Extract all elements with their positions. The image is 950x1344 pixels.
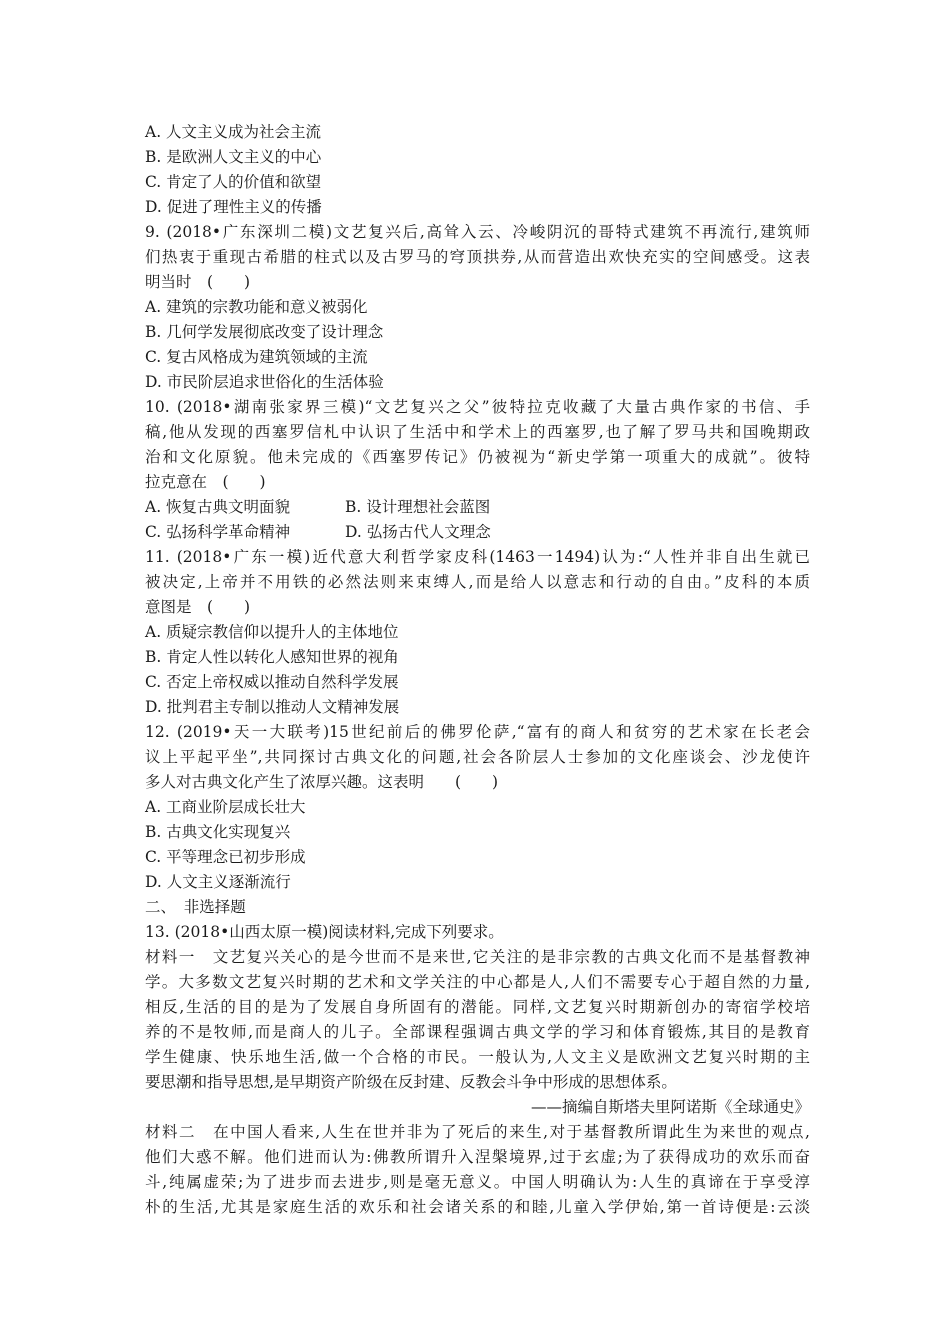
q12-option-d: D. 人文主义逐渐流行 [145, 873, 291, 891]
material-1-line-5: 学生健康、快乐地生活,做一个合格的市民。一般认为,人文主义是欧洲文艺复兴时期的主 [145, 1048, 810, 1066]
q10-stem-line-4: 拉克意在 ( ) [145, 473, 266, 491]
q13-material-2 [145, 1120, 810, 1220]
q11-option-b: B. 肯定人性以转化人感知世界的视角 [145, 648, 399, 666]
q10-options-row-1 [145, 495, 810, 520]
section-2-heading: 二、 非选择题 [145, 898, 246, 916]
question-10 [145, 395, 810, 545]
material-1-line-2: 学。大多数文艺复兴时期的艺术和文学关注的中心都是人,人们不需要专心于超自然的力量, [145, 973, 810, 991]
q8-option-b: B. 是欧洲人文主义的中心 [145, 148, 322, 166]
q9-option-b: B. 几何学发展彻底改变了设计理念 [145, 323, 384, 341]
q10-option-a: A. 恢复古典文明面貌 [145, 498, 291, 516]
page-content [145, 120, 810, 1220]
q9-option-a: A. 建筑的宗教功能和意义被弱化 [145, 298, 368, 316]
material-2-line-1: 材料二 在中国人看来,人生在世并非为了死后的来生,对于基督教所谓此生为来世的观点, [145, 1123, 810, 1141]
q10-stem-line-3: 治和文化原貌。他未完成的《西塞罗传记》仍被视为“新史学第一项重大的成就”。彼特 [145, 448, 810, 466]
q9-stem-line-1: 9. (2018•广东深圳二模)文艺复兴后,高耸入云、冷峻阴沉的哥特式建筑不再流行,建筑师 [145, 223, 810, 241]
material-1-line-3: 相反,生活的目的是为了发展自身所固有的潜能。同样,文艺复兴时期新创办的寄宿学校培 [145, 998, 810, 1016]
q12-stem-line-2: 议上平起平坐”,共同探讨古典文化的问题,社会各阶层人士参加的文化座谈会、沙龙使许 [145, 748, 810, 766]
q11-stem-line-3: 意图是 ( ) [145, 598, 251, 616]
q10-stem-line-2: 稿,他从发现的西塞罗信札中认识了生活中和学术上的西塞罗,也了解了罗马共和国晚期政 [145, 423, 810, 441]
q11-stem-line-1: 11. (2018•广东一模)近代意大利哲学家皮科(1463一1494)认为:“人性并非自出生就已 [145, 548, 810, 566]
material-1-source: ——摘编自斯塔夫里阿诺斯《全球通史》 [530, 1098, 810, 1116]
q9-stem-line-2: 们热衷于重现古希腊的柱式以及古罗马的穹顶拱券,从而营造出欢快充实的空间感受。这表 [145, 248, 810, 266]
q9-option-d: D. 市民阶层追求世俗化的生活体验 [145, 373, 384, 391]
q10-options-row-2 [145, 520, 810, 545]
question-11 [145, 545, 810, 720]
question-12 [145, 720, 810, 895]
material-1-line-4: 养的不是牧师,而是商人的儿子。全部课程强调古典文学的学习和体育锻炼,其目的是教育 [145, 1023, 810, 1041]
material-1-line-1: 材料一 文艺复兴关心的是今世而不是来世,它关注的是非宗教的古典文化而不是基督教神 [145, 948, 810, 966]
material-1-line-6: 要思潮和指导思想,是早期资产阶级在反封建、反教会斗争中形成的思想体系。 [145, 1073, 677, 1091]
question-13 [145, 920, 810, 1220]
q9-stem-line-3: 明当时 ( ) [145, 273, 251, 291]
q12-option-b: B. 古典文化实现复兴 [145, 823, 291, 841]
q8-options [145, 120, 810, 220]
material-2-line-2: 他们大惑不解。他们进而认为:佛教所谓升入涅槃境界,过于玄虚;为了获得成功的欢乐而奋 [145, 1148, 810, 1166]
question-9 [145, 220, 810, 395]
q11-stem-line-2: 被决定,上帝并不用铁的必然法则来束缚人,而是给人以意志和行动的自由。”皮科的本质 [145, 573, 810, 591]
q11-option-c: C. 否定上帝权威以推动自然科学发展 [145, 673, 399, 691]
q8-option-c: C. 肯定了人的价值和欲望 [145, 173, 322, 191]
q10-option-b: B. 设计理想社会蓝图 [345, 498, 491, 516]
q11-option-a: A. 质疑宗教信仰以提升人的主体地位 [145, 623, 399, 641]
material-2-line-3: 斗,纯属虚荣;为了进步而去进步,则是毫无意义。中国人明确认为:人生的真谛在于享受淳 [145, 1173, 810, 1191]
q12-stem-line-1: 12. (2019•天一大联考)15世纪前后的佛罗伦萨,“富有的商人和贫穷的艺术家在长老会 [145, 723, 810, 741]
q9-option-c: C. 复古风格成为建筑领域的主流 [145, 348, 368, 366]
q13-material-1 [145, 945, 810, 1120]
material-2-line-4: 朴的生活,尤其是家庭生活的欢乐和社会诸关系的和睦,儿童入学伊始,第一首诗便是:云淡 [145, 1198, 810, 1216]
q10-option-d: D. 弘扬古代人文理念 [345, 523, 491, 541]
q8-option-d: D. 促进了理性主义的传播 [145, 198, 322, 216]
q10-stem-line-1: 10. (2018•湖南张家界三模)“文艺复兴之父”彼特拉克收藏了大量古典作家的书信、手 [145, 398, 810, 416]
q12-option-c: C. 平等理念已初步形成 [145, 848, 306, 866]
q11-option-d: D. 批判君主专制以推动人文精神发展 [145, 698, 400, 716]
q13-intro: 13. (2018•山西太原一模)阅读材料,完成下列要求。 [145, 923, 504, 941]
q8-option-a: A. 人文主义成为社会主流 [145, 123, 322, 141]
q10-option-c: C. 弘扬科学革命精神 [145, 523, 291, 541]
q12-option-a: A. 工商业阶层成长壮大 [145, 798, 306, 816]
q12-stem-line-3: 多人对古典文化产生了浓厚兴趣。这表明 ( ) [145, 773, 499, 791]
